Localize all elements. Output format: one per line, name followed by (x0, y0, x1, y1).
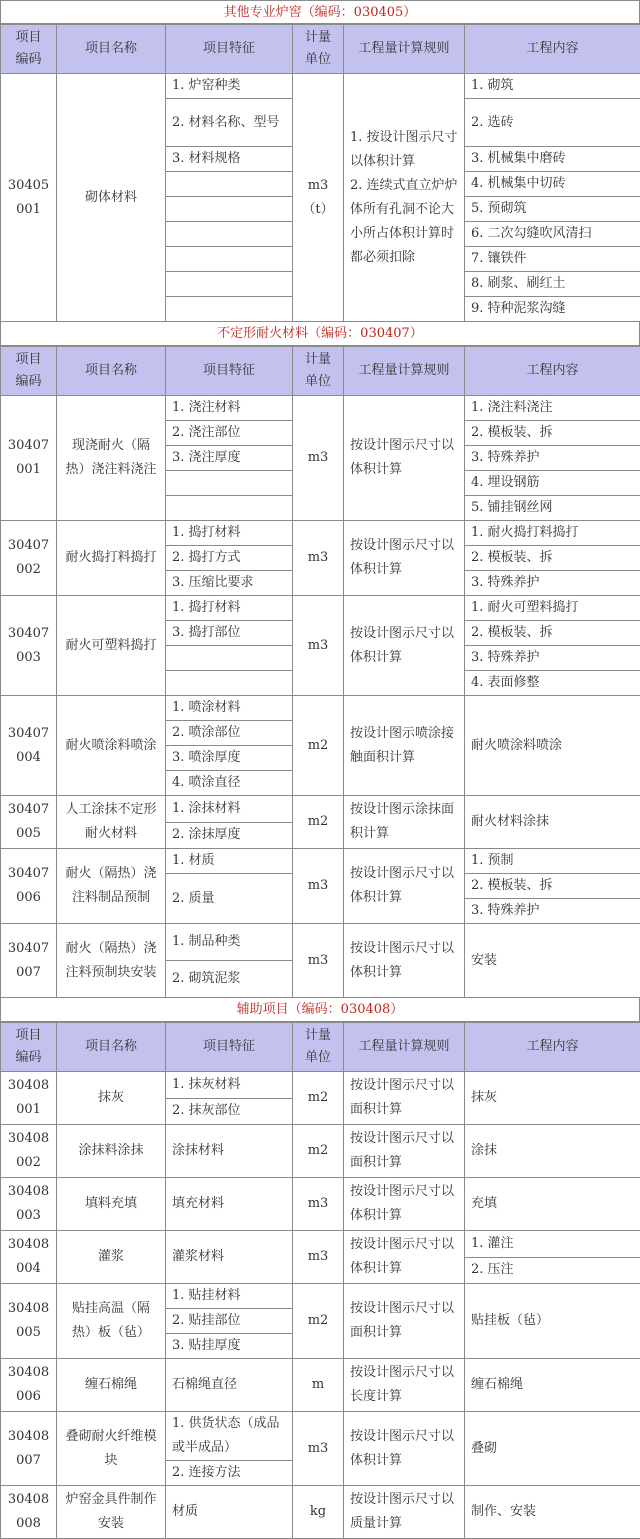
header-row (1, 25, 640, 74)
item-content: 3. 特殊养护 (465, 446, 640, 471)
item-unit: m3 (293, 1231, 344, 1284)
column-header: 工程量计算规则 (344, 1023, 465, 1072)
item-feature (166, 172, 293, 197)
item-unit: m (293, 1359, 344, 1412)
item-feature: 1. 贴挂材料 (166, 1284, 293, 1309)
item-content: 2. 模板装、拆 (465, 546, 640, 571)
item-code: 30408 007 (1, 1412, 57, 1486)
item-name: 贴挂高温（隔热）板（毡） (57, 1284, 166, 1359)
item-name: 耐火（隔热）浇注料制品预制 (57, 849, 166, 924)
column-header: 项目名称 (57, 1023, 166, 1072)
item-content: 涂抹 (465, 1125, 640, 1178)
section-title: 辅助项目（编码：030408） (0, 998, 640, 1022)
column-header: 项目名称 (57, 347, 166, 396)
item-content: 3. 机械集中磨砖 (465, 147, 640, 172)
item-name: 灌浆 (57, 1231, 166, 1284)
item-content: 安装 (465, 924, 640, 998)
item-feature: 2. 抹灰部位 (166, 1098, 293, 1125)
item-content: 1. 砌筑 (465, 74, 640, 99)
item-content: 叠砌 (465, 1412, 640, 1486)
section-title: 不定形耐火材料（编码：030407） (0, 322, 640, 346)
item-name: 涂抹料涂抹 (57, 1125, 166, 1178)
item-content: 2. 压注 (465, 1257, 640, 1284)
item-rule: 按设计图示尺寸以体积计算 (344, 521, 465, 596)
item-name: 耐火喷涂料喷涂 (57, 696, 166, 796)
item-name: 耐火捣打料捣打 (57, 521, 166, 596)
table-row (1, 396, 640, 421)
item-feature: 1. 捣打材料 (166, 596, 293, 621)
table-row (1, 596, 640, 621)
item-rule: 按设计图示尺寸以质量计算 (344, 1486, 465, 1539)
table-row (1, 924, 640, 961)
item-feature: 材质 (166, 1486, 293, 1539)
item-rule: 按设计图示涂抹面积计算 (344, 796, 465, 849)
item-feature: 涂抹材料 (166, 1125, 293, 1178)
item-code: 30407 007 (1, 924, 57, 998)
spec-table (0, 24, 640, 322)
item-feature: 1. 材质 (166, 849, 293, 874)
item-content: 1. 耐火捣打料捣打 (465, 521, 640, 546)
column-header: 项目特征 (166, 1023, 293, 1072)
item-rule: 按设计图示尺寸以体积计算 (344, 596, 465, 696)
item-code: 30407 001 (1, 396, 57, 521)
item-name: 抹灰 (57, 1072, 166, 1125)
item-rule: 1. 按设计图示尺寸以体积计算 2. 连续式直立炉炉体所有孔洞不论大小所占体积计算时都必须扣除 (344, 74, 465, 322)
item-feature: 1. 制品种类 (166, 924, 293, 961)
item-code: 30407 005 (1, 796, 57, 849)
item-unit: m3 （t） (293, 74, 344, 322)
item-code: 30408 005 (1, 1284, 57, 1359)
item-name: 耐火（隔热）浇注料预制块安装 (57, 924, 166, 998)
table-row (1, 696, 640, 721)
item-feature (166, 646, 293, 671)
item-code: 30407 006 (1, 849, 57, 924)
table-row (1, 1231, 640, 1258)
item-rule: 按设计图示尺寸以体积计算 (344, 396, 465, 521)
item-feature: 3. 喷涂厚度 (166, 746, 293, 771)
table-row (1, 1412, 640, 1461)
column-header: 工程量计算规则 (344, 25, 465, 74)
column-header: 项目 编码 (1, 1023, 57, 1072)
item-rule: 按设计图示尺寸以体积计算 (344, 1412, 465, 1486)
item-unit: m2 (293, 1284, 344, 1359)
item-name: 填料充填 (57, 1178, 166, 1231)
item-rule: 按设计图示尺寸以面积计算 (344, 1125, 465, 1178)
item-content: 缠石棉绳 (465, 1359, 640, 1412)
item-rule: 按设计图示尺寸以体积计算 (344, 1231, 465, 1284)
item-feature: 1. 喷涂材料 (166, 696, 293, 721)
item-unit: m3 (293, 596, 344, 696)
item-content: 贴挂板（毡） (465, 1284, 640, 1359)
item-name: 砌体材料 (57, 74, 166, 322)
item-code: 30407 003 (1, 596, 57, 696)
item-feature (166, 272, 293, 297)
item-code: 30408 002 (1, 1125, 57, 1178)
item-content: 耐火材料涂抹 (465, 796, 640, 849)
item-feature: 2. 砌筑泥浆 (166, 961, 293, 998)
item-feature: 2. 浇注部位 (166, 421, 293, 446)
item-content: 5. 预砌筑 (465, 197, 640, 222)
item-unit: m3 (293, 849, 344, 924)
table-row (1, 849, 640, 874)
header-row (1, 1023, 640, 1072)
item-feature: 1. 炉窑种类 (166, 74, 293, 99)
item-unit: m3 (293, 1178, 344, 1231)
item-feature: 1. 抹灰材料 (166, 1072, 293, 1099)
item-content: 2. 模板装、拆 (465, 421, 640, 446)
item-feature (166, 496, 293, 521)
spec-table (0, 346, 640, 998)
item-rule: 按设计图示尺寸以体积计算 (344, 924, 465, 998)
item-content: 2. 模板装、拆 (465, 874, 640, 899)
item-content: 4. 机械集中切砖 (465, 172, 640, 197)
item-name: 人工涂抹不定形耐火材料 (57, 796, 166, 849)
item-unit: m3 (293, 924, 344, 998)
item-content: 2. 模板装、拆 (465, 621, 640, 646)
item-feature: 2. 涂抹厚度 (166, 822, 293, 849)
item-content: 抹灰 (465, 1072, 640, 1125)
item-rule: 按设计图示喷涂接触面积计算 (344, 696, 465, 796)
column-header: 工程内容 (465, 1023, 640, 1072)
column-header: 工程量计算规则 (344, 347, 465, 396)
item-unit: m2 (293, 796, 344, 849)
item-unit: kg (293, 1486, 344, 1539)
item-unit: m3 (293, 1412, 344, 1486)
item-rule: 按设计图示尺寸以长度计算 (344, 1359, 465, 1412)
item-unit: m2 (293, 1125, 344, 1178)
item-feature (166, 297, 293, 322)
column-header: 项目 编码 (1, 25, 57, 74)
header-row (1, 347, 640, 396)
item-content: 1. 耐火可塑料捣打 (465, 596, 640, 621)
item-feature (166, 671, 293, 696)
item-unit: m3 (293, 396, 344, 521)
column-header: 工程内容 (465, 25, 640, 74)
item-content: 8. 刷浆、刷红土 (465, 272, 640, 297)
item-feature: 填充材料 (166, 1178, 293, 1231)
item-feature: 3. 贴挂厚度 (166, 1334, 293, 1359)
item-feature: 2. 喷涂部位 (166, 721, 293, 746)
item-name: 炉窑金具件制作安装 (57, 1486, 166, 1539)
item-content: 1. 预制 (465, 849, 640, 874)
item-content: 9. 特种泥浆沟缝 (465, 297, 640, 322)
spec-table (0, 1022, 640, 1539)
item-content: 1. 灌注 (465, 1231, 640, 1258)
table-row (1, 1284, 640, 1309)
column-header: 项目特征 (166, 25, 293, 74)
item-feature (166, 247, 293, 272)
item-content: 3. 特殊养护 (465, 646, 640, 671)
column-header: 计量 单位 (293, 1023, 344, 1072)
item-content: 6. 二次勾缝吹风清扫 (465, 222, 640, 247)
item-content: 7. 镶铁件 (465, 247, 640, 272)
table-row (1, 1072, 640, 1099)
item-unit: m3 (293, 521, 344, 596)
item-rule: 按设计图示尺寸以面积计算 (344, 1284, 465, 1359)
item-feature: 石棉绳直径 (166, 1359, 293, 1412)
item-feature: 2. 捣打方式 (166, 546, 293, 571)
column-header: 项目 编码 (1, 347, 57, 396)
column-header: 计量 单位 (293, 25, 344, 74)
item-name: 叠砌耐火纤维模块 (57, 1412, 166, 1486)
column-header: 工程内容 (465, 347, 640, 396)
column-header: 计量 单位 (293, 347, 344, 396)
item-code: 30408 001 (1, 1072, 57, 1125)
item-feature (166, 471, 293, 496)
item-code: 30407 002 (1, 521, 57, 596)
item-code: 30408 006 (1, 1359, 57, 1412)
item-content: 耐火喷涂料喷涂 (465, 696, 640, 796)
item-rule: 按设计图示尺寸以体积计算 (344, 849, 465, 924)
item-feature: 1. 捣打材料 (166, 521, 293, 546)
item-name: 缠石棉绳 (57, 1359, 166, 1412)
item-feature (166, 197, 293, 222)
item-feature: 3. 浇注厚度 (166, 446, 293, 471)
item-rule: 按设计图示尺寸以面积计算 (344, 1072, 465, 1125)
item-feature: 3. 捣打部位 (166, 621, 293, 646)
item-content: 1. 浇注料浇注 (465, 396, 640, 421)
item-unit: m2 (293, 1072, 344, 1125)
item-feature: 1. 涂抹材料 (166, 796, 293, 823)
item-content: 4. 表面修整 (465, 671, 640, 696)
item-code: 30408 004 (1, 1231, 57, 1284)
item-content: 2. 选砖 (465, 99, 640, 147)
item-content: 充填 (465, 1178, 640, 1231)
item-feature: 2. 材料名称、型号 (166, 99, 293, 147)
item-code: 30408 003 (1, 1178, 57, 1231)
item-feature: 1. 供货状态（成品或半成品） (166, 1412, 293, 1461)
item-code: 30407 004 (1, 696, 57, 796)
item-code: 30408 008 (1, 1486, 57, 1539)
item-name: 耐火可塑料捣打 (57, 596, 166, 696)
item-content: 5. 铺挂钢丝网 (465, 496, 640, 521)
item-code: 30405 001 (1, 74, 57, 322)
item-content: 制作、安装 (465, 1486, 640, 1539)
item-name: 现浇耐火（隔热）浇注料浇注 (57, 396, 166, 521)
section-title: 其他专业炉窖（编码：030405） (0, 0, 640, 24)
item-content: 3. 特殊养护 (465, 571, 640, 596)
column-header: 项目名称 (57, 25, 166, 74)
item-feature: 2. 连接方法 (166, 1461, 293, 1486)
item-content: 3. 特殊养护 (465, 899, 640, 924)
item-feature: 3. 材料规格 (166, 147, 293, 172)
item-unit: m2 (293, 696, 344, 796)
table-row (1, 521, 640, 546)
item-feature: 灌浆材料 (166, 1231, 293, 1284)
item-content: 4. 埋设钢筋 (465, 471, 640, 496)
item-feature: 2. 贴挂部位 (166, 1309, 293, 1334)
item-feature: 3. 压缩比要求 (166, 571, 293, 596)
item-rule: 按设计图示尺寸以体积计算 (344, 1178, 465, 1231)
table-row (1, 74, 640, 99)
column-header: 项目特征 (166, 347, 293, 396)
item-feature (166, 222, 293, 247)
item-feature: 2. 质量 (166, 874, 293, 924)
item-feature: 1. 浇注材料 (166, 396, 293, 421)
table-row (1, 796, 640, 823)
item-feature: 4. 喷涂直径 (166, 771, 293, 796)
